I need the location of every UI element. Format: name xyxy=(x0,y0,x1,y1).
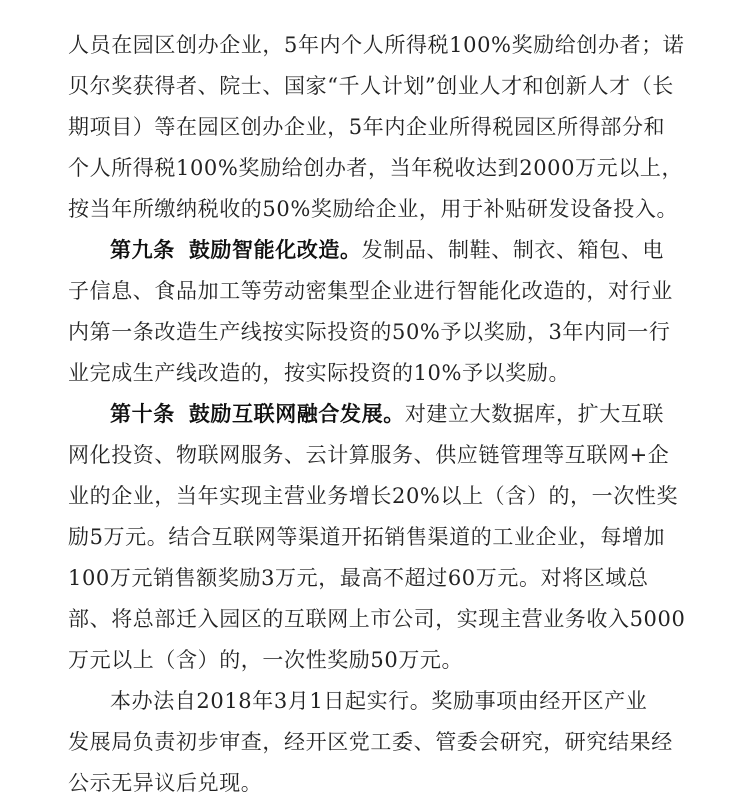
paragraph-line: 部、将总部迁入园区的互联网上市公司，实现主营业务收入5000 xyxy=(68,607,686,631)
paragraph-line: 业完成生产线改造的，按实际投资的10%予以奖励。 xyxy=(68,361,571,385)
article-9-text: 发制品、制鞋、制衣、箱包、电 xyxy=(361,238,665,262)
article-10-first-line xyxy=(110,394,690,434)
paragraph-line: 励5万元。结合互联网等渠道开拓销售渠道的工业企业，每增加 xyxy=(68,525,666,549)
paragraph-line: 万元以上（含）的，一次性奖励50万元。 xyxy=(68,648,464,672)
paragraph-line: 内第一条改造生产线按实际投资的50%予以奖励，3年内同一行 xyxy=(68,320,671,344)
article-10-text: 对建立大数据库，扩大互联 xyxy=(404,402,665,426)
article-9-label: 第九条 xyxy=(110,238,175,262)
paragraph-line: 公示无异议后兑现。 xyxy=(68,771,263,795)
paragraph-line: 个人所得税100%奖励给创办者，当年税收达到2000万元以上， xyxy=(68,156,684,180)
paragraph-line: 期项目）等在园区创办企业，5年内企业所得税园区所得部分和 xyxy=(68,115,666,139)
article-9-heading: 鼓励智能化改造。 xyxy=(188,238,362,262)
paragraph-line: 100万元销售额奖励3万元，最高不超过60万元。对将区域总 xyxy=(68,566,649,590)
article-10-label: 第十条 xyxy=(110,402,175,426)
article-9-first-line xyxy=(110,230,690,270)
closing-first-line: 本办法自2018年3月1日起实行。奖励事项由经开区产业 xyxy=(110,689,648,713)
paragraph-line: 业的企业，当年实现主营业务增长20%以上（含）的，一次性奖 xyxy=(68,484,679,508)
paragraph-line: 人员在园区创办企业，5年内个人所得税100%奖励给创办者；诺 xyxy=(68,33,685,57)
paragraph-line: 贝尔奖获得者、院士、国家“千人计划”创业人才和创新人才（长 xyxy=(68,74,674,98)
paragraph-line: 按当年所缴纳税收的50%奖励给企业，用于补贴研发设备投入。 xyxy=(68,197,679,221)
paragraph-line: 网化投资、物联网服务、云计算服务、供应链管理等互联网+企 xyxy=(68,443,670,467)
article-10-heading: 鼓励互联网融合发展。 xyxy=(188,402,405,426)
paragraph-line: 子信息、食品加工等劳动密集型企业进行智能化改造的，对行业 xyxy=(68,279,673,303)
paragraph-line: 发展局负责初步审查，经开区党工委、管委会研究，研究结果经 xyxy=(68,730,673,754)
